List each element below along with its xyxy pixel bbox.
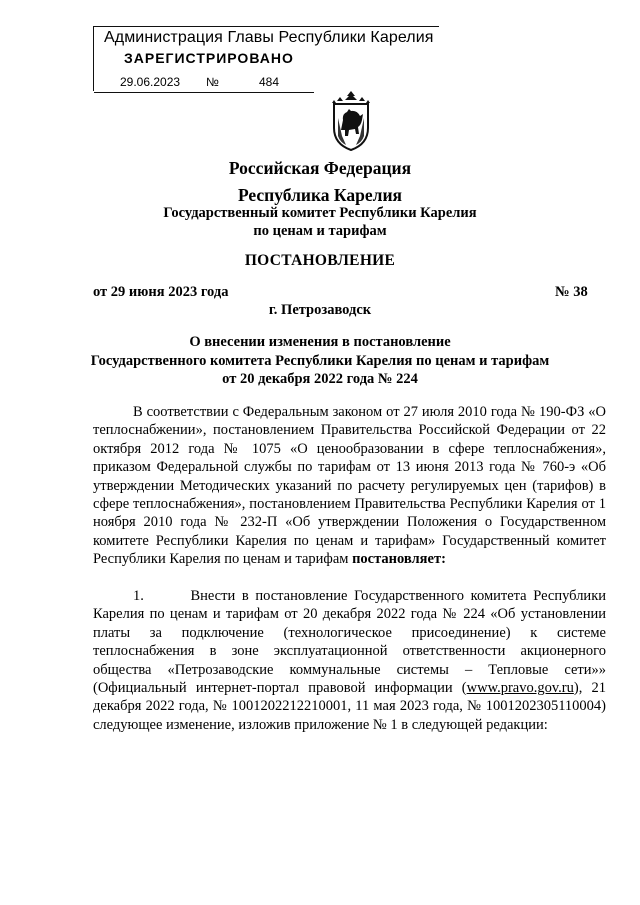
document-date: от 29 июня 2023 года — [93, 284, 229, 300]
title-line1: О внесении изменения в постановление — [189, 334, 451, 350]
stamp-date: 29.06.2023 — [120, 75, 181, 89]
preamble-text: В соответствии с Федеральным законом от 27 июля 2010 года № 190-ФЗ «О теплоснабжении», постановлением Правительства Российской Федерации от 22 октября 2012 года № 1075 «О ценообразовании в сфере теплоснабжения», приказом Федеральной службы по тарифам от 13 июня 2013 года № 760-э «Об утверждении Методических указаний по расчету регулируемых цен (тарифов) в сфере теплоснабжения», постановлением Правительства Республики Карелия от 1 ноября 2010 года № 232-П «Об утверждении Положения о Государственном комитете Республики Карелия по ценам и тарифам» Государственный комитет Республики Карелия по ценам и тарифам — [93, 404, 606, 568]
karelia-coat-of-arms-icon — [330, 90, 372, 152]
stamp-authority: Администрация Главы Республики Карелия — [104, 29, 434, 46]
header-committee-line1: Государственный комитет Республики Карелия — [163, 205, 477, 221]
item-1-text-a: Внести в постановление Государственного комитета Республики Карелия по ценам и тарифам от 20 декабря 2022 года № 224 «Об установлении платы за подключение (технологическое присоединение) к системе теплоснабжения в зоне эксплуатационной ответственности акционерного общества «Петрозаводские коммунальные системы – Тепловые сети»» (Официальный интернет-портал правовой информации ( — [93, 588, 606, 697]
header-federation: Российская Федерация — [228, 158, 412, 178]
header-republic: Республика Карелия — [237, 185, 403, 205]
stamp-underline — [94, 92, 314, 93]
document-type: ПОСТАНОВЛЕНИЕ — [244, 252, 396, 269]
pravo-link[interactable]: www.pravo.gov.ru — [466, 680, 574, 697]
registration-stamp — [93, 26, 439, 91]
preamble-resolves: постановляет: — [352, 551, 446, 568]
header-committee-line2: по ценам и тарифам — [253, 223, 387, 239]
title-line3: от 20 декабря 2022 года № 224 — [222, 371, 418, 387]
document-number: № 38 — [555, 284, 588, 300]
preamble-paragraph — [93, 403, 606, 569]
stamp-number-label: № — [206, 75, 219, 89]
item-1-text-b: ), 21 декабря 2022 года, № 1001202212210001, 11 мая 2023 года, № 1001202305110004) следующее изменение, изложив приложение № 1 в следующей редакции: — [93, 680, 606, 733]
title-line2: Государственного комитета Республики Карелия по ценам и тарифам — [90, 353, 550, 369]
stamp-registered: ЗАРЕГИСТРИРОВАНО — [124, 50, 294, 66]
item-1-paragraph — [93, 587, 606, 734]
stamp-number: 484 — [259, 75, 280, 89]
item-1-number: 1. — [133, 588, 144, 604]
document-city: г. Петрозаводск — [268, 302, 372, 318]
